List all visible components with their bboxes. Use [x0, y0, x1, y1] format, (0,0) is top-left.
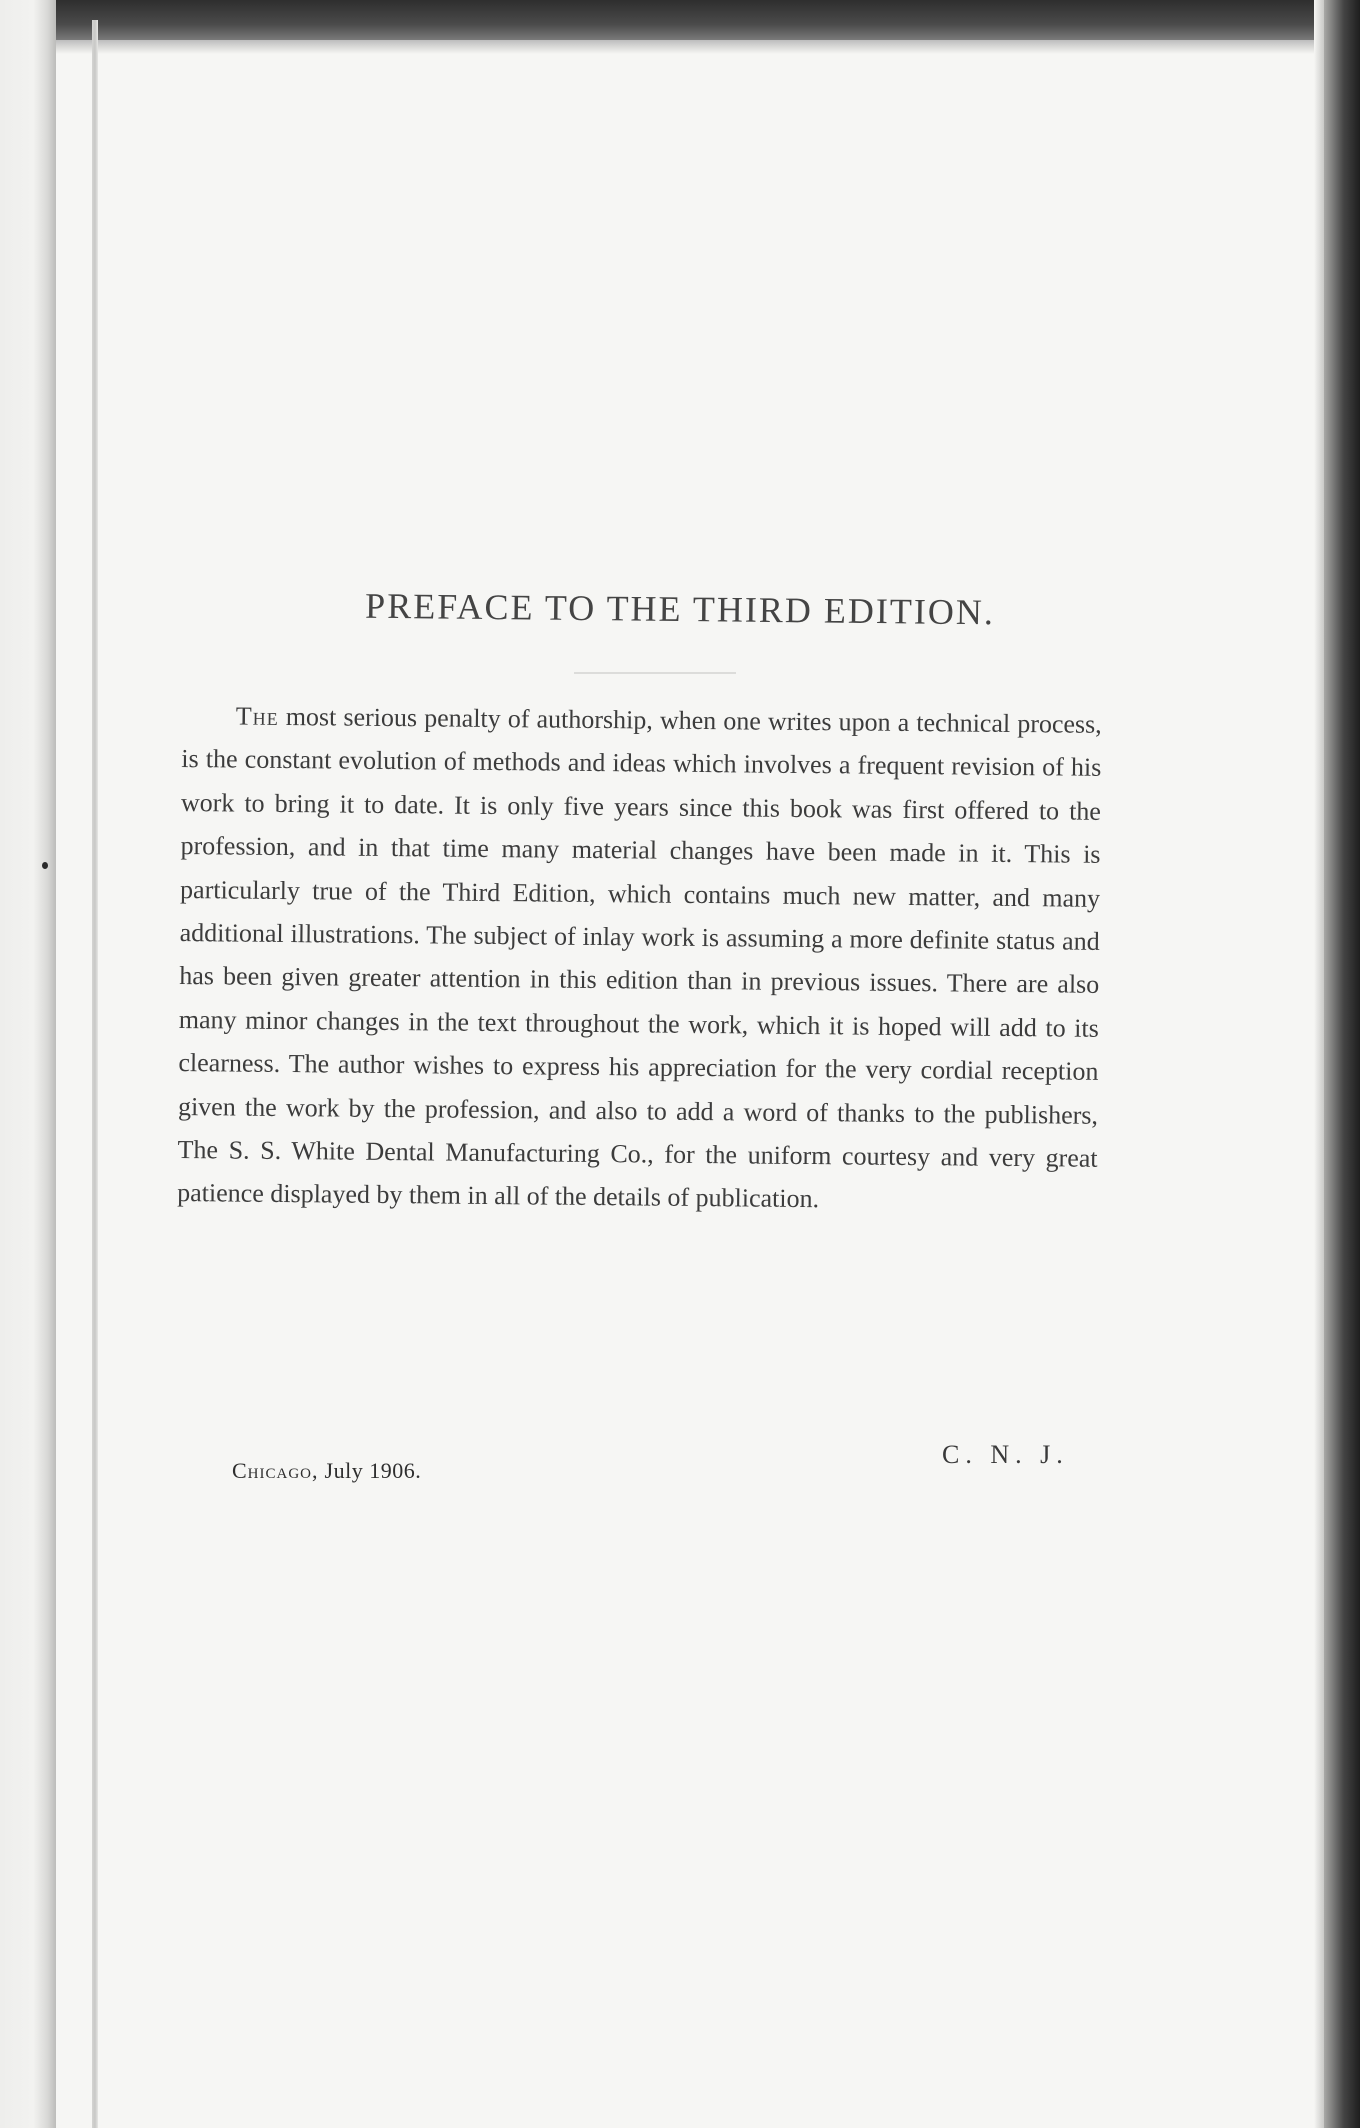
scan-right-border — [1324, 0, 1360, 2128]
place-date-line — [232, 1458, 421, 1484]
page-gutter-line — [92, 20, 98, 2128]
preface-lead-word: The — [235, 701, 279, 731]
scan-right-shadow — [1314, 0, 1324, 2128]
scan-speck — [42, 862, 48, 869]
title-divider — [574, 672, 736, 674]
page-title: PREFACE TO THE THIRD EDITION. — [364, 585, 996, 633]
place: Chicago, — [232, 1458, 319, 1483]
preface-paragraph — [177, 694, 1102, 1224]
author-initials: C. N. J. — [942, 1440, 1069, 1469]
scan-left-margin — [0, 0, 56, 2128]
preface-body: most serious penalty of authorship, when one writes upon a technical process, is the constant evolution of methods and ideas which involves a frequent revision of his work to bring it to date. It is only five years since this book was first offered to the profession, and in that time many material changes have been made in it. This is particularly true of the Third Edition, which contains much new matter, and many additional illustrations. The subject of inlay work is assuming a more definite status and has been given greater attention in this edition than in previous issues. There are also many minor changes in the text throughout the work, which it is hoped will add to its clearness. The author wishes to express his appreciation for the very cordial reception given the work by the profession, and also to add a word of thanks to the publishers, The S. S. White Dental Manufacturing Co., for the uniform courtesy and very great patience displayed by them in all of the details of publication. — [177, 701, 1102, 1214]
scan-top-border — [0, 0, 1360, 40]
date: July 1906. — [324, 1458, 422, 1483]
scan-top-shadow — [0, 40, 1360, 54]
